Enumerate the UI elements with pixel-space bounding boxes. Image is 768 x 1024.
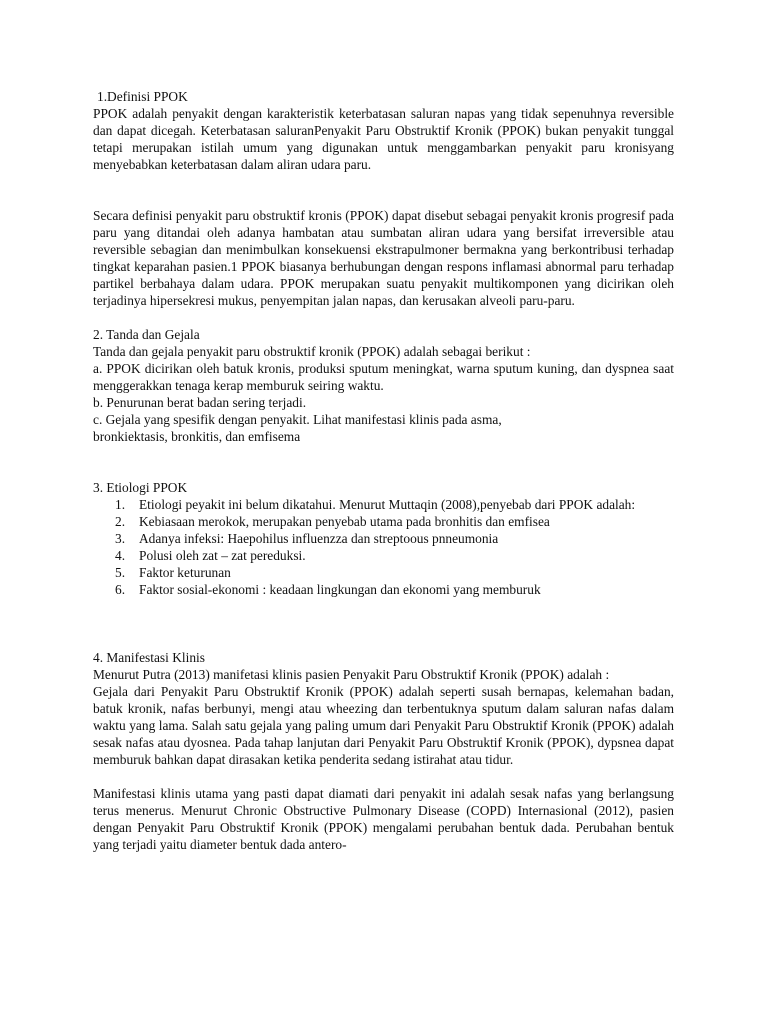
tanda-gejala-item-b: b. Penurunan berat badan sering terjadi. [93,395,307,410]
spacer [93,598,674,649]
document-body [93,88,674,853]
paragraph-manifestasi-2: Manifestasi klinis utama yang pasti dapat diamati dari penyakit ini adalah sesak nafas yang berlangsung terus menerus. Menurut Chronic Obstructive Pulmonary Disease (COPD) Internasional (2012), pasien dengan Penyakit Paru Obstruktif Kronik (PPOK) mengalami perubahan bentuk dada. Perubahan bentuk yang terjadi yaitu diameter bentuk dada antero- [93,786,674,852]
list-item [93,496,674,513]
etiologi-list [93,496,674,598]
tanda-gejala-item-c-cont: bronkiektasis, bronkitis, dan emfisema [93,429,301,444]
tanda-gejala-item-c: c. Gejala yang spesifik dengan penyakit. Lihat manifestasi klinis pada asma, [93,412,502,427]
spacer [93,445,674,479]
list-item-number: 4. [115,548,126,563]
list-item [93,547,674,564]
list-item-number: 1. [115,497,126,512]
paragraph-definisi-2: Secara definisi penyakit paru obstruktif kronis (PPOK) dapat disebut sebagai penyakit kronis progresif pada paru yang ditandai oleh adanya hambatan atau sumbatan aliran udara yang bersifat irreversible atau reversible sebagian dan menimbulkan konsekuensi ekstrapulmoner bermakna yang berkontribusi terhadap tingkat keparahan pasien.1 PPOK biasanya berhubungan dengan respons inflamasi abnormal paru terhadap partikel berbahaya dalam udara. PPOK merupakan suatu penyakit multikomponen yang dicirikan oleh terjadinya hipersekresi mukus, penyempitan jalan napas, dan kerusakan alveoli paru-paru. [93,208,674,308]
spacer [93,768,674,785]
list-item-text: Adanya infeksi: Haepohilus influenzza dan streptoous pnneumonia [139,531,499,546]
list-item-text: Faktor sosial-ekonomi : keadaan lingkungan dan ekonomi yang memburuk [139,582,541,597]
list-item [93,513,674,530]
section-heading-definisi: 1.Definisi PPOK [97,89,188,104]
paragraph-manifestasi-1: Gejala dari Penyakit Paru Obstruktif Kronik (PPOK) adalah seperti susah bernapas, kelemahan badan, batuk kronik, nafas berbunyi, mengi atau wheezing dan terbentuknya sputum dalam saluran nafas dalam waktu yang lama. Salah satu gejala yang paling umum dari Penyakit Paru Obstruktif Kronik (PPOK) adalah sesak nafas atau dyosnea. Pada tahap lanjutan dari Penyakit Paru Obstruktif Kronik (PPOK), dypsnea dapat memburuk bahkan dapat dirasakan ketika penderita sedang istirahat atau tidur. [93,684,674,767]
list-item-text: Faktor keturunan [139,565,231,580]
list-item [93,530,674,547]
tanda-gejala-item-a: a. PPOK dicirikan oleh batuk kronis, produksi sputum meningkat, warna sputum kuning, dan dyspnea saat menggerakkan tenaga kerap memburuk seiring waktu. [93,361,674,393]
paragraph-definisi-1: PPOK adalah penyakit dengan karakteristik keterbatasan saluran napas yang tidak sepenuhnya reversible dan dapat dicegah. Keterbatasan saluranPenyakit Paru Obstruktif Kronik (PPOK) bukan penyakit tunggal tetapi merupakan istilah umum yang digunakan untuk menggambarkan penyakit paru kronisyang menyebabkan keterbatasan dalam aliran udara paru. [93,106,674,172]
list-item-text: Etiologi peyakit ini belum dikatahui. Menurut Muttaqin (2008),penyebab dari PPOK adalah: [139,497,636,512]
list-item-number: 6. [115,582,126,597]
manifestasi-intro: Menurut Putra (2013) manifetasi klinis pasien Penyakit Paru Obstruktif Kronik (PPOK) adalah : [93,667,610,682]
list-item-number: 5. [115,565,126,580]
section-heading-manifestasi: 4. Manifestasi Klinis [93,650,205,665]
section-heading-tanda-gejala: 2. Tanda dan Gejala [93,327,200,342]
spacer [93,309,674,326]
list-item [93,581,674,598]
tanda-gejala-intro: Tanda dan gejala penyakit paru obstruktif kronik (PPOK) adalah sebagai berikut : [93,344,531,359]
list-item-text: Polusi oleh zat – zat pereduksi. [139,548,306,563]
list-item-number: 3. [115,531,126,546]
spacer [93,173,674,207]
list-item [93,564,674,581]
list-item-text: Kebiasaan merokok, merupakan penyebab utama pada bronhitis dan emfisea [139,514,550,529]
section-heading-etiologi: 3. Etiologi PPOK [93,480,188,495]
list-item-number: 2. [115,514,126,529]
